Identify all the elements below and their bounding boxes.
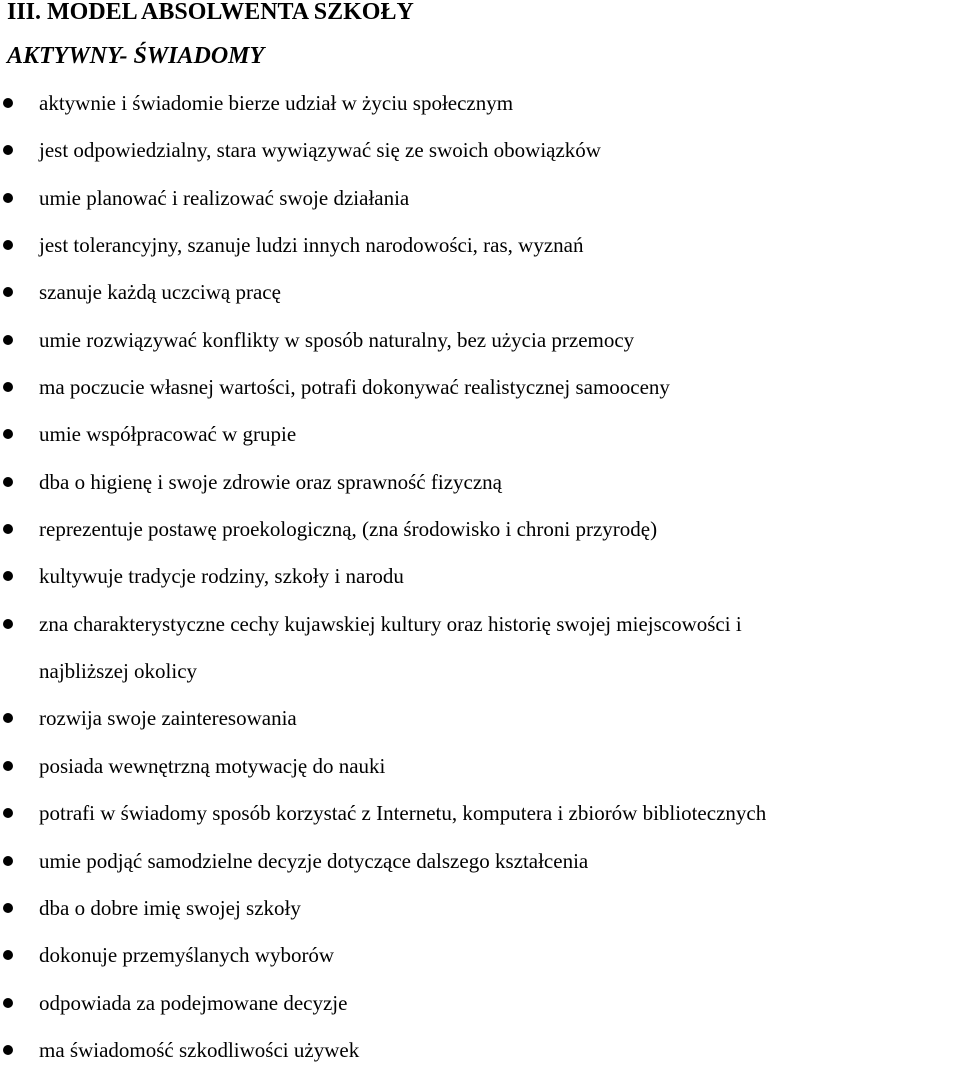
list-item-text: rozwija swoje zainteresowania [39, 706, 297, 731]
list-item-text: ma świadomość szkodliwości używek [39, 1037, 360, 1062]
list-item [0, 514, 960, 561]
list-item [0, 230, 960, 277]
bullet-icon [3, 382, 13, 392]
list-item [0, 135, 960, 182]
bullet-icon [3, 240, 13, 250]
list-item-text: umie podjąć samodzielne decyzje dotyczące dalszego kształcenia [39, 848, 589, 873]
list-item-text: kultywuje tradycje rodziny, szkoły i narodu [39, 564, 404, 589]
list-item [0, 751, 960, 798]
bullet-icon [3, 571, 13, 581]
bullet-icon [3, 98, 13, 108]
bullet-icon [3, 619, 13, 629]
list-item-text: posiada wewnętrzną motywację do nauki [39, 753, 386, 778]
list-item [0, 846, 960, 893]
bullet-icon [3, 808, 13, 818]
list-item-text: odpowiada za podejmowane decyzje [39, 990, 348, 1015]
bullet-icon [3, 335, 13, 345]
bullet-icon [3, 761, 13, 771]
list-item [0, 609, 960, 704]
bullet-icon [3, 998, 13, 1008]
bullet-icon [3, 524, 13, 534]
list-item-text: potrafi w świadomy sposób korzystać z Internetu, komputera i zbiorów bibliotecznych [39, 801, 767, 826]
list-item-text: jest tolerancyjny, szanuje ludzi innych narodowości, ras, wyznań [39, 233, 584, 258]
list-item-text: dba o dobre imię swojej szkoły [39, 895, 301, 920]
list-item [0, 893, 960, 940]
bullet-icon [3, 1045, 13, 1055]
bullet-icon [3, 145, 13, 155]
list-item-text-continuation: najbliższej okolicy [39, 659, 198, 684]
section-heading: III. MODEL ABSOLWENTA SZKOŁY [7, 0, 414, 25]
list-item-text: umie współpracować w grupie [39, 422, 297, 447]
list-item-text: reprezentuje postawę proekologiczną, (zna środowisko i chroni przyrodę) [39, 517, 658, 542]
bullet-icon [3, 950, 13, 960]
list-item-text: jest odpowiedzialny, stara wywiązywać się ze swoich obowiązków [39, 138, 601, 163]
list-item [0, 88, 960, 135]
list-item-text: dba o higienę i swoje zdrowie oraz sprawność fizyczną [39, 469, 502, 494]
list-item-text [39, 609, 939, 686]
list-item [0, 277, 960, 324]
graduate-traits-list [0, 88, 960, 1082]
list-item-text: ma poczucie własnej wartości, potrafi dokonywać realistycznej samooceny [39, 375, 670, 400]
bullet-icon [3, 856, 13, 866]
bullet-icon [3, 193, 13, 203]
list-item [0, 419, 960, 466]
list-item [0, 561, 960, 608]
bullet-icon [3, 287, 13, 297]
list-item [0, 467, 960, 514]
bullet-icon [3, 903, 13, 913]
list-item-text: umie planować i realizować swoje działania [39, 185, 410, 210]
bullet-icon [3, 477, 13, 487]
bullet-icon [3, 713, 13, 723]
list-item-text: szanuje każdą uczciwą pracę [39, 280, 281, 305]
list-item [0, 372, 960, 419]
list-item-text: dokonuje przemyślanych wyborów [39, 943, 335, 968]
section-subheading: AKTYWNY- ŚWIADOMY [7, 43, 265, 69]
list-item [0, 183, 960, 230]
list-item [0, 703, 960, 750]
bullet-icon [3, 429, 13, 439]
list-item [0, 325, 960, 372]
list-item [0, 988, 960, 1035]
list-item [0, 940, 960, 987]
list-item-text: umie rozwiązywać konflikty w sposób naturalny, bez użycia przemocy [39, 327, 635, 352]
list-item-text-line: zna charakterystyczne cechy kujawskiej kultury oraz historię swojej miejscowości i [39, 611, 742, 636]
list-item-text: aktywnie i świadomie bierze udział w życiu społecznym [39, 91, 514, 115]
list-item [0, 798, 960, 845]
